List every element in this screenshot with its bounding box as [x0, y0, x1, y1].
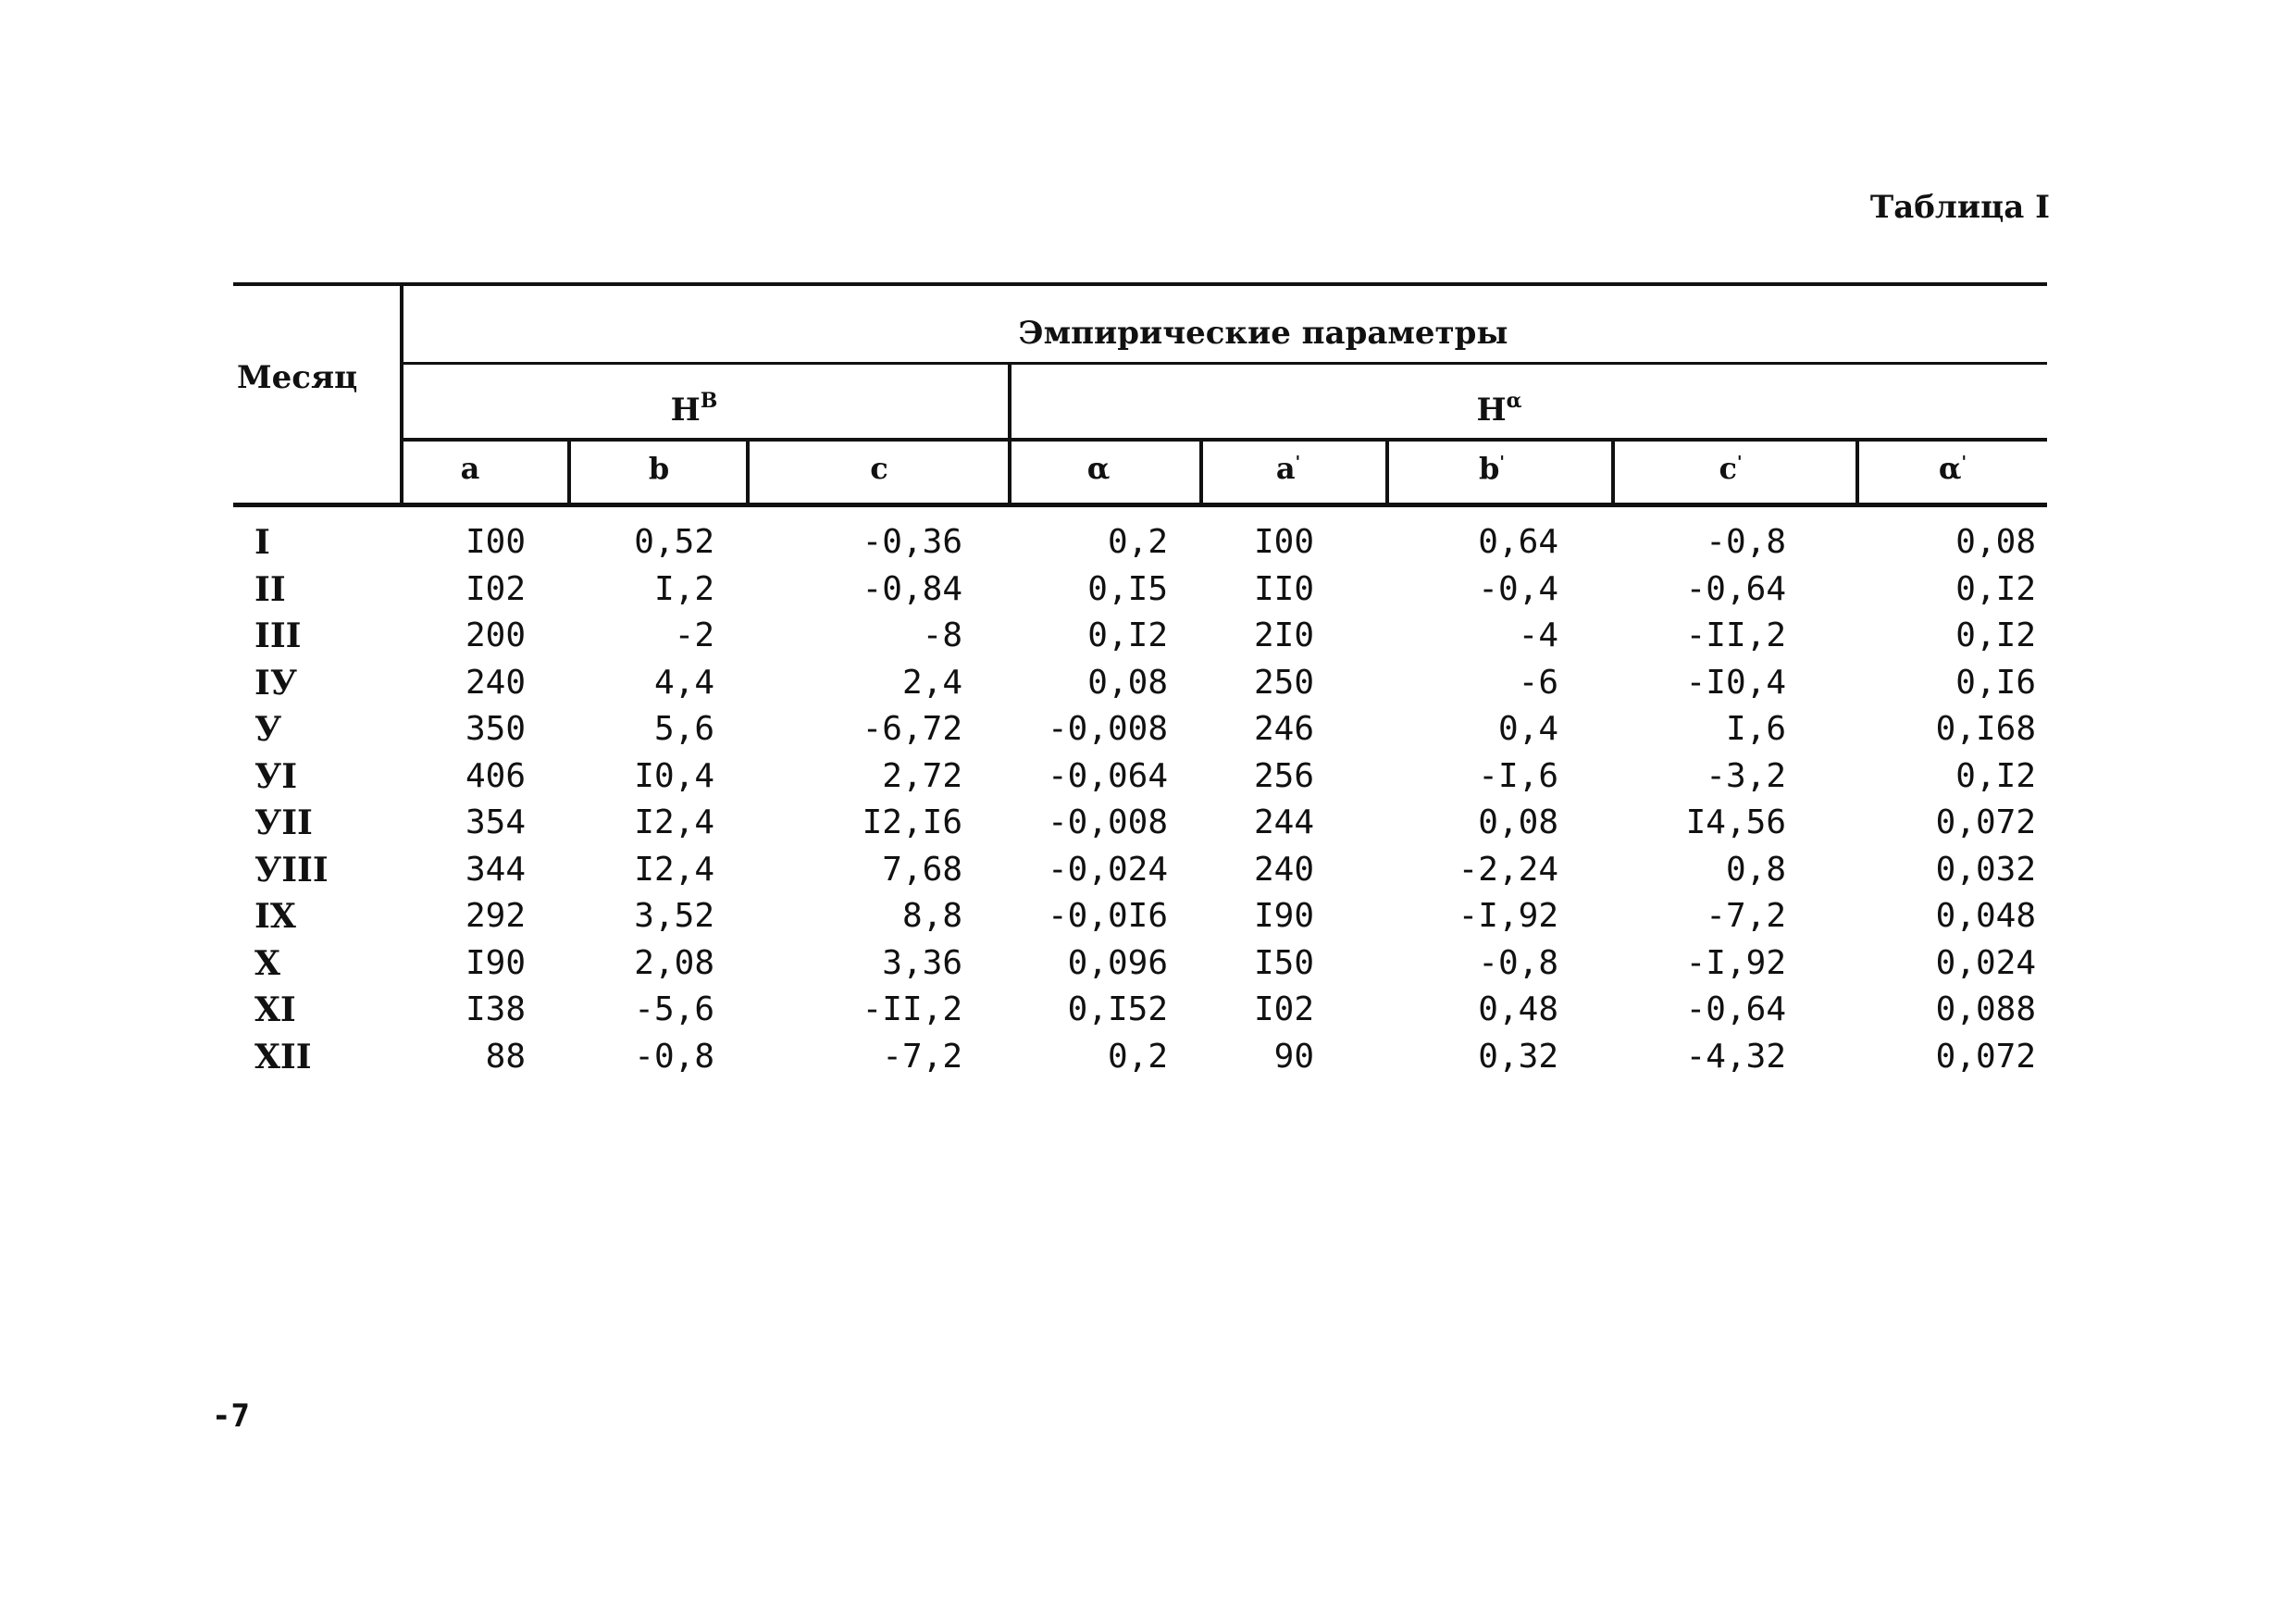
- value-cell: 350: [465, 710, 526, 748]
- column-divider: [746, 440, 750, 507]
- value-cell: 0,2: [1107, 1037, 1168, 1076]
- column-header: α: [1086, 451, 1111, 486]
- month-cell: IX: [254, 897, 296, 936]
- table-row: [0, 803, 2296, 850]
- value-cell: I02: [1253, 990, 1314, 1028]
- group-divider: [1008, 364, 1011, 507]
- value-cell: 0,072: [1935, 803, 2036, 841]
- value-cell: -I,92: [1685, 943, 1786, 982]
- column-header: b: [648, 451, 670, 486]
- page-mark: -7: [212, 1398, 250, 1435]
- value-cell: I50: [1253, 943, 1314, 982]
- month-cell: УI: [254, 756, 298, 796]
- month-cell: УII: [254, 803, 313, 842]
- value-cell: I2,I6: [862, 803, 962, 841]
- table-top-rule: [233, 282, 2047, 286]
- value-cell: 0,I6: [1955, 663, 2036, 702]
- table-row: [0, 1038, 2296, 1084]
- column-divider: [1385, 440, 1389, 507]
- value-cell: -0,64: [1685, 990, 1786, 1028]
- value-cell: 344: [465, 850, 526, 889]
- value-cell: -6,72: [862, 710, 962, 748]
- month-column-header: Месяц: [237, 359, 358, 396]
- group-header: Эмпирические параметры: [1018, 315, 1508, 352]
- month-cell: XII: [254, 1037, 312, 1077]
- value-cell: II0: [1253, 569, 1314, 608]
- value-cell: I00: [1253, 523, 1314, 561]
- value-cell: -0,84: [862, 569, 962, 608]
- value-cell: 0,I5: [1087, 569, 1168, 608]
- column-header: α': [1938, 451, 1967, 486]
- column-header: c: [870, 451, 888, 486]
- month-cell: II: [254, 569, 286, 609]
- value-cell: -0,8: [1706, 523, 1786, 561]
- value-cell: 0,32: [1478, 1037, 1558, 1076]
- value-cell: 0,I2: [1955, 616, 2036, 654]
- month-cell: УIII: [254, 850, 329, 890]
- value-cell: 240: [1253, 850, 1314, 889]
- value-cell: I90: [465, 943, 526, 982]
- column-header: c': [1719, 451, 1743, 486]
- value-cell: -II,2: [1685, 616, 1786, 654]
- value-cell: 244: [1253, 803, 1314, 841]
- value-cell: -0,8: [1478, 943, 1558, 982]
- table-row: [0, 897, 2296, 943]
- value-cell: 0,072: [1935, 1037, 2036, 1076]
- month-cell: IУ: [254, 663, 298, 703]
- column-divider: [1855, 440, 1859, 507]
- value-cell: I4,56: [1685, 803, 1786, 841]
- value-cell: 0,024: [1935, 943, 2036, 982]
- value-cell: 3,52: [634, 897, 714, 935]
- column-header: a: [460, 451, 480, 486]
- value-cell: 0,048: [1935, 897, 2036, 935]
- value-cell: -8: [922, 616, 962, 654]
- value-cell: I02: [465, 569, 526, 608]
- value-cell: 0,08: [1087, 663, 1168, 702]
- column-divider: [567, 440, 571, 507]
- value-cell: -0,64: [1685, 569, 1786, 608]
- value-cell: I,2: [653, 569, 714, 608]
- value-cell: 0,8: [1725, 850, 1786, 889]
- month-cell: XI: [254, 990, 296, 1029]
- value-cell: -4: [1518, 616, 1558, 654]
- subgroup-header-rule: [400, 438, 2047, 442]
- value-cell: -I,6: [1478, 756, 1558, 795]
- value-cell: -I0,4: [1685, 663, 1786, 702]
- value-cell: -0,8: [634, 1037, 714, 1076]
- value-cell: -7,2: [882, 1037, 962, 1076]
- table-row: [0, 757, 2296, 803]
- value-cell: 90: [1273, 1037, 1314, 1076]
- value-cell: 0,4: [1497, 710, 1558, 748]
- value-cell: 2,4: [901, 663, 962, 702]
- value-cell: 2I0: [1253, 616, 1314, 654]
- value-cell: I2,4: [634, 850, 714, 889]
- value-cell: 0,08: [1955, 523, 2036, 561]
- value-cell: 4,4: [653, 663, 714, 702]
- value-cell: 406: [465, 756, 526, 795]
- value-cell: -0,0I6: [1047, 897, 1168, 935]
- subgroup-superscript: B: [700, 389, 718, 413]
- table-row: [0, 616, 2296, 663]
- table-caption: Таблица I: [1869, 189, 2050, 226]
- column-divider: [1199, 440, 1203, 507]
- value-cell: I38: [465, 990, 526, 1028]
- value-cell: 354: [465, 803, 526, 841]
- value-cell: I90: [1253, 897, 1314, 935]
- value-cell: -4,32: [1685, 1037, 1786, 1076]
- value-cell: 88: [485, 1037, 526, 1076]
- value-cell: 7,68: [882, 850, 962, 889]
- column-header: a': [1275, 451, 1301, 486]
- value-cell: 2,08: [634, 943, 714, 982]
- value-cell: 5,6: [653, 710, 714, 748]
- value-cell: 292: [465, 897, 526, 935]
- header-bottom-rule: [233, 503, 2047, 507]
- value-cell: 0,I68: [1935, 710, 2036, 748]
- table-row: [0, 523, 2296, 569]
- value-cell: I,6: [1725, 710, 1786, 748]
- value-cell: -0,064: [1047, 756, 1168, 795]
- value-cell: -5,6: [634, 990, 714, 1028]
- value-cell: -0,4: [1478, 569, 1558, 608]
- month-cell: I: [254, 523, 270, 562]
- value-cell: -I,92: [1458, 897, 1558, 935]
- value-cell: 0,2: [1107, 523, 1168, 561]
- subgroup-base: H: [670, 392, 701, 429]
- value-cell: 256: [1253, 756, 1314, 795]
- subgroup-header-left: [671, 389, 718, 429]
- value-cell: 0,088: [1935, 990, 2036, 1028]
- value-cell: -II,2: [862, 990, 962, 1028]
- table-row: [0, 570, 2296, 616]
- value-cell: 246: [1253, 710, 1314, 748]
- value-cell: -0,36: [862, 523, 962, 561]
- subgroup-header-right: [1476, 389, 1521, 429]
- column-divider: [1611, 440, 1615, 507]
- month-cell: У: [254, 710, 282, 749]
- value-cell: 0,I2: [1955, 569, 2036, 608]
- subgroup-superscript: α: [1506, 389, 1522, 413]
- value-cell: 0,64: [1478, 523, 1558, 561]
- value-cell: -6: [1518, 663, 1558, 702]
- subgroup-base: H: [1476, 392, 1507, 429]
- value-cell: 0,I2: [1087, 616, 1168, 654]
- value-cell: 3,36: [882, 943, 962, 982]
- value-cell: -2,24: [1458, 850, 1558, 889]
- value-cell: -3,2: [1706, 756, 1786, 795]
- month-cell: X: [254, 943, 280, 983]
- value-cell: 0,48: [1478, 990, 1558, 1028]
- value-cell: I00: [465, 523, 526, 561]
- value-cell: 8,8: [901, 897, 962, 935]
- value-cell: 2,72: [882, 756, 962, 795]
- value-cell: -0,008: [1047, 710, 1168, 748]
- table-row: [0, 944, 2296, 990]
- table-row: [0, 710, 2296, 756]
- value-cell: 0,52: [634, 523, 714, 561]
- group-header-rule: [400, 362, 2047, 365]
- month-column-divider: [400, 282, 403, 507]
- value-cell: I0,4: [634, 756, 714, 795]
- value-cell: -0,008: [1047, 803, 1168, 841]
- month-cell: III: [254, 616, 302, 655]
- value-cell: -2: [674, 616, 714, 654]
- value-cell: 0,I2: [1955, 756, 2036, 795]
- value-cell: I2,4: [634, 803, 714, 841]
- column-header: b': [1479, 451, 1505, 486]
- table-row: [0, 851, 2296, 897]
- table-row: [0, 664, 2296, 710]
- table-row: [0, 990, 2296, 1037]
- value-cell: 240: [465, 663, 526, 702]
- value-cell: 0,032: [1935, 850, 2036, 889]
- value-cell: 0,096: [1067, 943, 1168, 982]
- value-cell: 250: [1253, 663, 1314, 702]
- value-cell: -7,2: [1706, 897, 1786, 935]
- value-cell: 0,I52: [1067, 990, 1168, 1028]
- value-cell: 200: [465, 616, 526, 654]
- value-cell: 0,08: [1478, 803, 1558, 841]
- value-cell: -0,024: [1047, 850, 1168, 889]
